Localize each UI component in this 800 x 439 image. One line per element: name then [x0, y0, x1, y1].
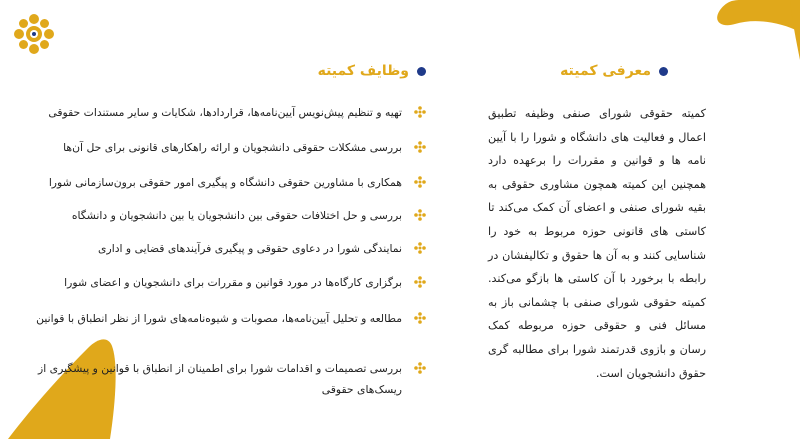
duty-item [0, 102, 430, 123]
duty-item [0, 358, 430, 400]
star-bullet-icon [410, 308, 430, 324]
star-bullet-icon [410, 358, 430, 374]
star-bullet-icon [410, 172, 430, 188]
intro-bullet-dot-icon [659, 67, 668, 76]
organization-logo-icon [12, 12, 56, 56]
duty-item [0, 137, 430, 158]
star-bullet-icon [410, 102, 430, 118]
duty-text: بررسی تصمیمات و اقدامات شورا برای اطمینان از انطباق با قوانین و پیشگیری از ریسک‌های حقوقی [38, 362, 402, 396]
intro-heading [560, 63, 668, 79]
top-right-brush-bar [790, 0, 800, 60]
duty-text: بررسی مشکلات حقوقی دانشجویان و ارائه راهکارهای قانونی برای حل آن‌ها [63, 141, 402, 154]
top-right-brush-stroke [717, 0, 800, 32]
intro-title: معرفی کمیته [560, 63, 651, 79]
intro-paragraph: کمیته حقوقی شورای صنفی وظیفه تطبیق اعمال و فعالیت های دانشگاه و شورا را با آیین نامه ها و قوانین و مقررات را برعهده دارد همچنین این کمیته همچون مشاوری حقوقی به بقیه شورای صنفی و اعضای آن کمک می‌کند تا کاستی های قانونی حوزه مربوط به خود را شناسایی کنند و به آن ها حقوق و تکالیفشان در رابطه با برخورد با آن کاستی ها بازگو می‌کند. کمیته حقوقی شورای صنفی با چشمانی باز به مسائل فنی و حقوقی حوزه مربوطه کمک رسان و بازوی قدرتمند شورا برای مطالبه گری حقوق دانشجویان است. [488, 107, 706, 380]
duty-text: بررسی و حل اختلافات حقوقی بین دانشجویان یا بین دانشجویان و دانشگاه [71, 209, 402, 222]
duty-text: نمایندگی شورا در دعاوی حقوقی و پیگیری فرآیندهای قضایی و اداری [98, 242, 402, 255]
duties-heading [318, 63, 426, 79]
duty-item [0, 272, 430, 293]
duty-item [0, 238, 430, 259]
duty-item [0, 205, 430, 226]
duty-text: همکاری با مشاورین حقوقی دانشگاه و پیگیری امور حقوقی برون‌سازمانی شورا [48, 176, 402, 189]
star-bullet-icon [410, 205, 430, 221]
duty-text: تهیه و تنظیم پیش‌نویس آیین‌نامه‌ها، قراردادها، شکایات و سایر مستندات حقوقی [48, 106, 402, 119]
duties-bullet-dot-icon [417, 67, 426, 76]
duty-text: مطالعه و تحلیل آیین‌نامه‌ها، مصوبات و شیوه‌نامه‌های شورا از نظر انطباق با قوانین [36, 312, 402, 325]
star-bullet-icon [410, 137, 430, 153]
duty-item [0, 172, 430, 193]
duty-text: برگزاری کارگاه‌ها در مورد قوانین و مقررات برای دانشجویان و اعضای شورا [64, 276, 402, 289]
duties-title: وظایف کمیته [317, 63, 409, 79]
duty-item [0, 308, 430, 329]
star-bullet-icon [410, 272, 430, 288]
star-bullet-icon [410, 238, 430, 254]
